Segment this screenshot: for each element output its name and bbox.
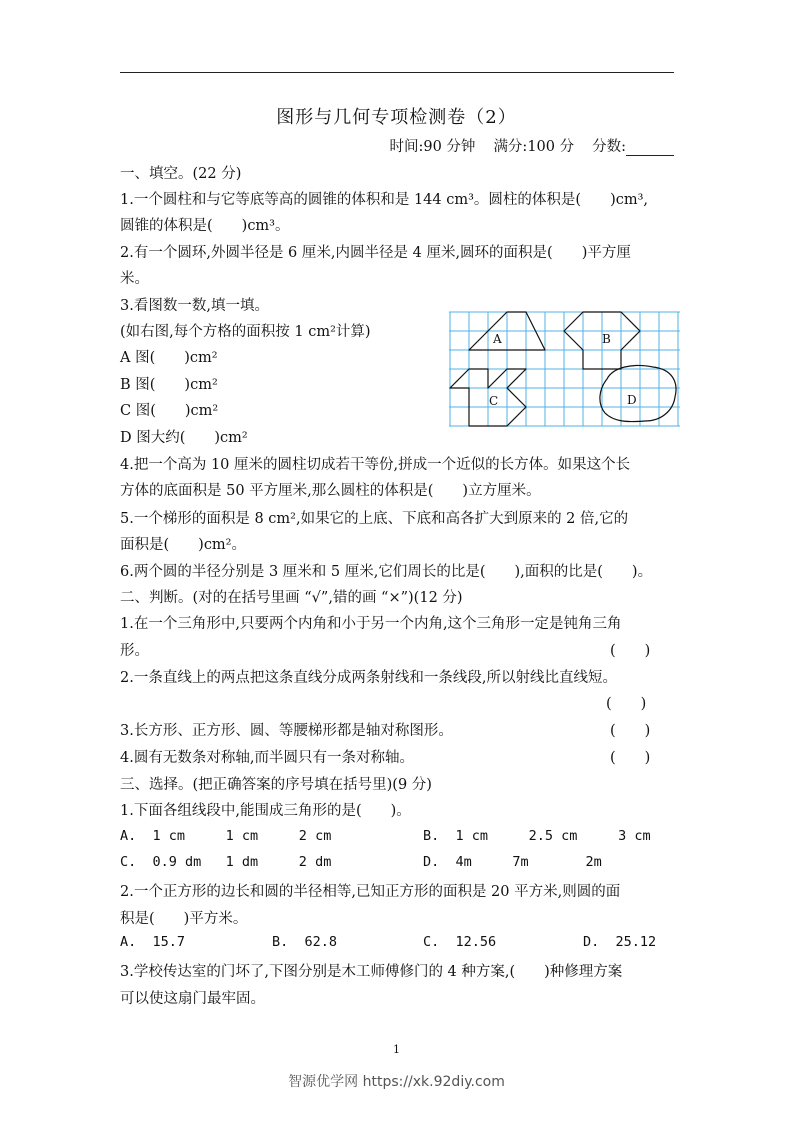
label-a: A (493, 332, 502, 346)
q3-1-option-d[interactable]: D. 4m 7m 2m (423, 854, 602, 870)
shape-d (600, 366, 676, 422)
q1-1-line1: 1.一个圆柱和与它等底等高的圆锥的体积和是 144 cm³。圆柱的体积是( )cm³, (120, 192, 649, 208)
q3-2-option-b[interactable]: B. 62.8 (272, 934, 338, 950)
label-c: C (489, 394, 499, 408)
q1-3-heading: 3.看图数一数,填一填。 (120, 298, 269, 314)
q3-2-line2: 积是( )平方米。 (120, 911, 248, 927)
q1-1-line2: 圆锥的体积是( )cm³。 (120, 218, 290, 234)
score-blank[interactable] (626, 141, 674, 156)
q1-4-line1: 4.把一个高为 10 厘米的圆柱切成若干等份,拼成一个近似的长方体。如果这个长 (120, 457, 631, 473)
q3-1-option-b[interactable]: B. 1 cm 2.5 cm 3 cm (423, 828, 651, 844)
q2-2: 2.一条直线上的两点把这条直线分成两条射线和一条线段,所以射线比直线短。 (120, 670, 617, 686)
section-2-heading: 二、判断。(对的在括号里画 “√”,错的画 “×”)(12 分) (120, 590, 463, 606)
q1-2-line2: 米。 (120, 271, 149, 287)
q2-4-answer[interactable]: ( ) (610, 750, 651, 766)
q3-3-line1: 3.学校传达室的门坏了,下图分别是木工师傅修门的 4 种方案,( )种修理方案 (120, 964, 623, 980)
q2-1-line2: 形。 (120, 643, 149, 659)
q3-1-option-c[interactable]: C. 0.9 dm 1 dm 2 dm (120, 854, 332, 870)
section-3-heading: 三、选择。(把正确答案的序号填在括号里)(9 分) (120, 777, 432, 793)
q2-3-answer[interactable]: ( ) (610, 723, 651, 739)
q2-2-answer[interactable]: ( ) (606, 696, 647, 712)
q1-3-a: A 图( )cm² (120, 350, 218, 366)
q1-5-line2: 面积是( )cm²。 (120, 537, 246, 553)
q3-2-option-a[interactable]: A. 15.7 (120, 934, 186, 950)
q2-3: 3.长方形、正方形、圆、等腰梯形都是轴对称图形。 (120, 723, 453, 739)
q1-3-b: B 图( )cm² (120, 377, 218, 393)
q1-6: 6.两个圆的半径分别是 3 厘米和 5 厘米,它们周长的比是( ),面积的比是( )。 (120, 564, 653, 580)
q1-4-line2: 方体的底面积是 50 平方厘米,那么圆柱的体积是( )立方厘米。 (120, 483, 541, 499)
section-1-heading: 一、填空。(22 分) (120, 166, 242, 182)
q3-3-line2: 可以使这扇门最牢固。 (120, 991, 265, 1007)
q3-1-option-a[interactable]: A. 1 cm 1 cm 2 cm (120, 828, 332, 844)
top-rule (120, 72, 674, 73)
exam-meta (371, 135, 674, 156)
q3-1: 1.下面各组线段中,能围成三角形的是( )。 (120, 803, 411, 819)
q2-1-answer[interactable]: ( ) (610, 643, 651, 659)
q2-1-line1: 1.在一个三角形中,只要两个内角和小于另一个内角,这个三角形一定是钝角三角 (120, 616, 622, 632)
q1-3-c: C 图( )cm² (120, 403, 219, 419)
q1-3-note: (如右图,每个方格的面积按 1 cm²计算) (120, 324, 371, 340)
page-title: 图形与几何专项检测卷（2） (276, 107, 517, 128)
page-number: 1 (393, 1043, 400, 1056)
q3-2-option-d[interactable]: D. 25.12 (583, 934, 657, 950)
footer-watermark: 智源优学网 https://xk.92diy.com (288, 1074, 505, 1090)
grid-figure (449, 311, 681, 429)
q1-2-line1: 2.有一个圆环,外圆半径是 6 厘米,内圆半径是 4 厘米,圆环的面积是( )平方厘 (120, 245, 631, 261)
full-score: 满分:100 分 (493, 139, 575, 155)
q1-3-d: D 图大约( )cm² (120, 430, 248, 446)
label-b: B (602, 332, 611, 346)
q1-5-line1: 5.一个梯形的面积是 8 cm²,如果它的上底、下底和高各扩大到原来的 2 倍,它的 (120, 511, 629, 527)
score-label: 分数: (592, 139, 674, 155)
label-d: D (627, 393, 637, 407)
q3-2-option-c[interactable]: C. 12.56 (423, 934, 497, 950)
q3-2-line1: 2.一个正方形的边长和圆的半径相等,已知正方形的面积是 20 平方米,则圆的面 (120, 884, 621, 900)
time-limit: 时间:90 分钟 (389, 139, 476, 155)
q2-4: 4.圆有无数条对称轴,而半圆只有一条对称轴。 (120, 750, 414, 766)
